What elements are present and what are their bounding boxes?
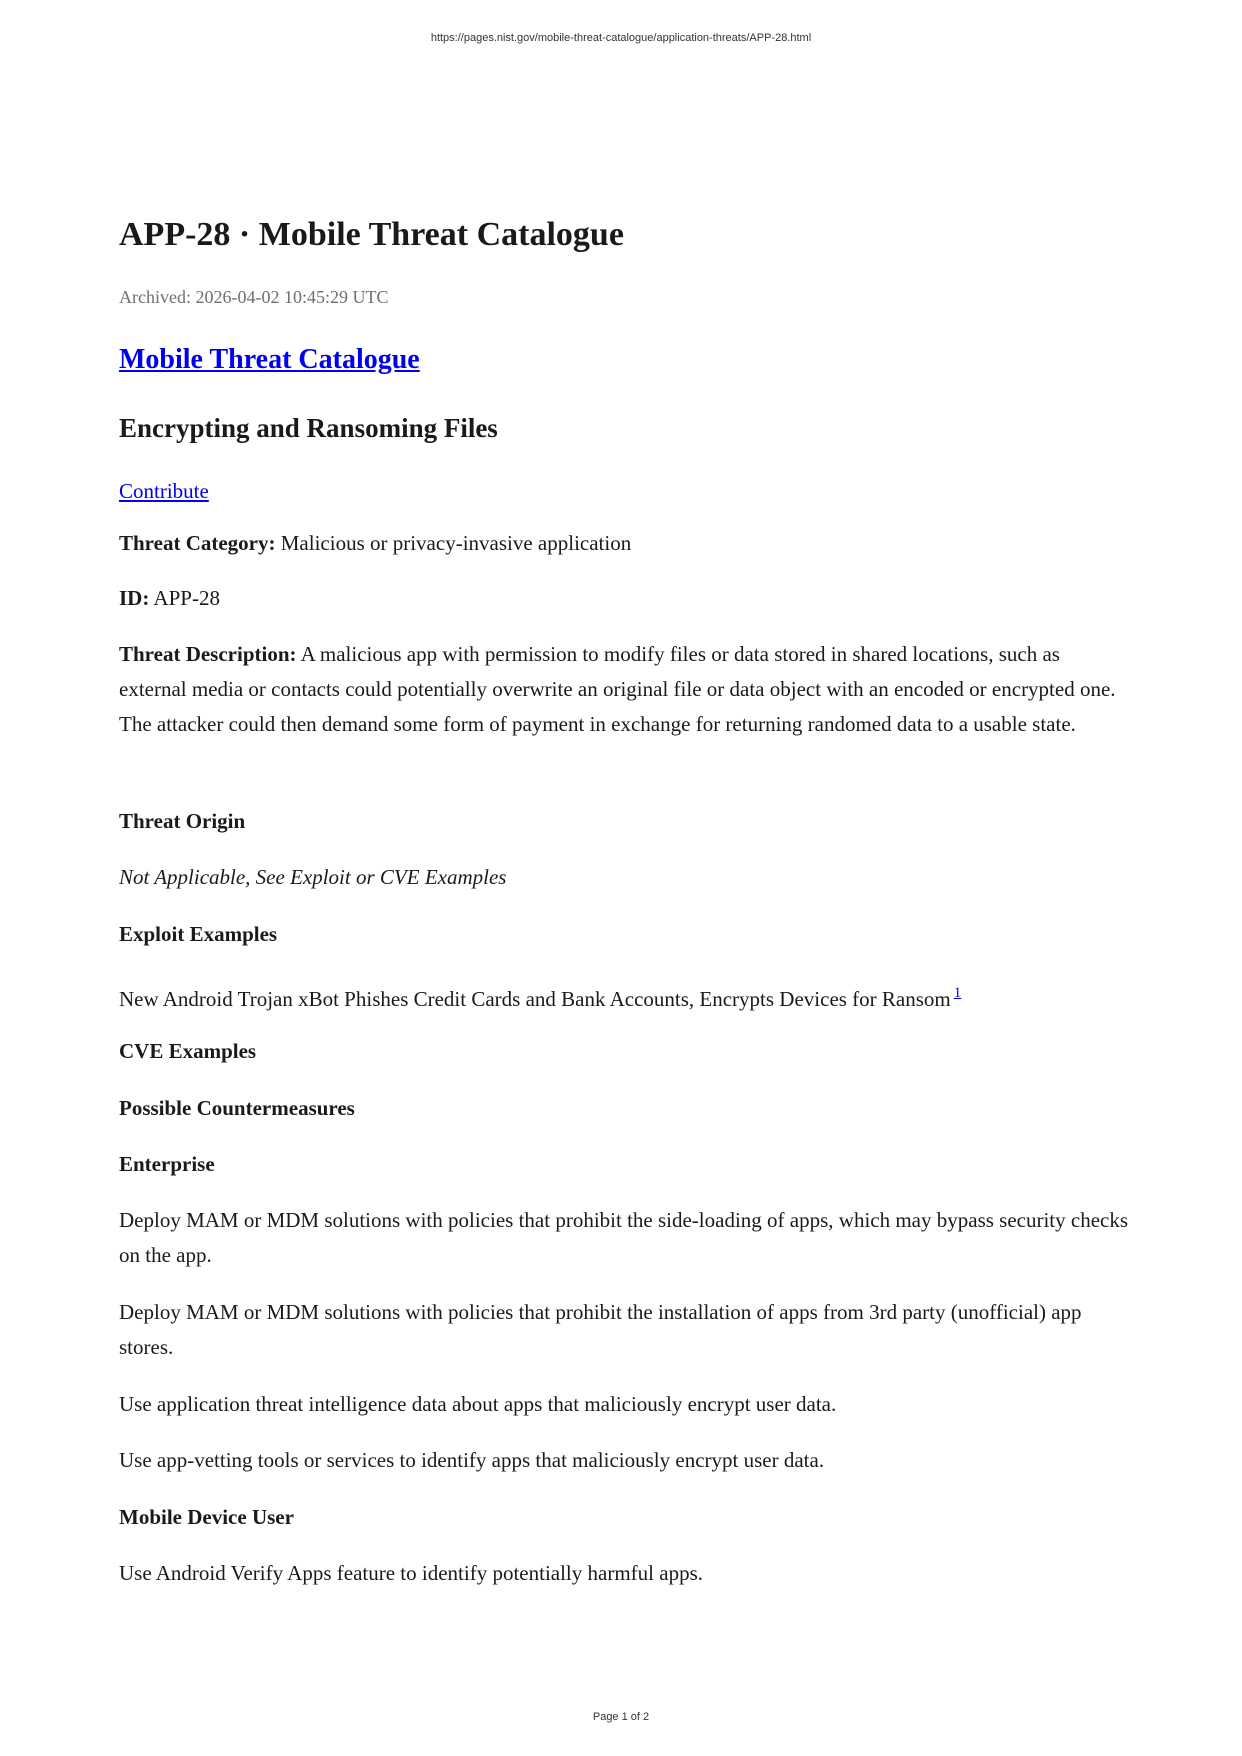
threat-origin-text: Not Applicable, See Exploit or CVE Examples xyxy=(119,865,507,889)
exploit-example-text: New Android Trojan xBot Phishes Credit Cards and Bank Accounts, Encrypts Devices for Ransom xyxy=(119,987,951,1011)
mobile-device-user-heading: Mobile Device User xyxy=(119,1505,294,1529)
page-number-footer: Page 1 of 2 xyxy=(592,1711,650,1723)
archived-timestamp: Archived: 2026-04-02 10:45:29 UTC xyxy=(119,287,389,307)
enterprise-countermeasure: Deploy MAM or MDM solutions with policies that prohibit the installation of apps from 3rd party (unofficial) app stores. xyxy=(119,1300,1082,1359)
contribute-link[interactable]: Contribute xyxy=(119,479,209,503)
mobile-device-user-countermeasure: Use Android Verify Apps feature to identify potentially harmful apps. xyxy=(119,1561,703,1585)
threat-category xyxy=(119,526,1129,561)
threat-id-label: ID: xyxy=(119,586,150,610)
exploit-example-item xyxy=(119,976,1129,1017)
enterprise-countermeasure: Use application threat intelligence data about apps that maliciously encrypt user data. xyxy=(119,1392,837,1416)
exploit-reference-link[interactable]: 1 xyxy=(953,985,962,1001)
exploit-examples-heading: Exploit Examples xyxy=(119,922,278,946)
print-header-url: https://pages.nist.gov/mobile-threat-catalogue/application-threats/APP-28.html xyxy=(430,32,812,44)
threat-origin-heading: Threat Origin xyxy=(119,809,246,833)
threat-description xyxy=(119,637,1129,742)
threat-id xyxy=(119,581,1129,616)
threat-category-value: Malicious or privacy-invasive application xyxy=(275,531,632,555)
threat-title: Encrypting and Ransoming Files xyxy=(119,413,498,443)
threat-category-label: Threat Category: xyxy=(119,531,276,555)
catalogue-home-link[interactable]: Mobile Threat Catalogue xyxy=(119,344,420,375)
enterprise-countermeasure: Use app-vetting tools or services to identify apps that maliciously encrypt user data. xyxy=(119,1448,825,1472)
page-title: APP-28 · Mobile Threat Catalogue xyxy=(119,216,624,253)
threat-description-text: A malicious app with permission to modify files or data stored in shared locations, such as external media or contacts could potentially overwrite an original file or data object with an encoded or encrypted one. The attacker could then demand some form of payment in exchange for returning randomed data to a usable state. xyxy=(119,642,1116,736)
countermeasures-heading: Possible Countermeasures xyxy=(119,1096,355,1120)
enterprise-countermeasure: Deploy MAM or MDM solutions with policies that prohibit the side-loading of apps, which may bypass security checks on the app. xyxy=(119,1208,1129,1267)
threat-id-value: APP-28 xyxy=(149,586,220,610)
cve-examples-heading: CVE Examples xyxy=(119,1039,257,1063)
enterprise-heading: Enterprise xyxy=(119,1152,215,1176)
threat-description-label: Threat Description: xyxy=(119,642,297,666)
